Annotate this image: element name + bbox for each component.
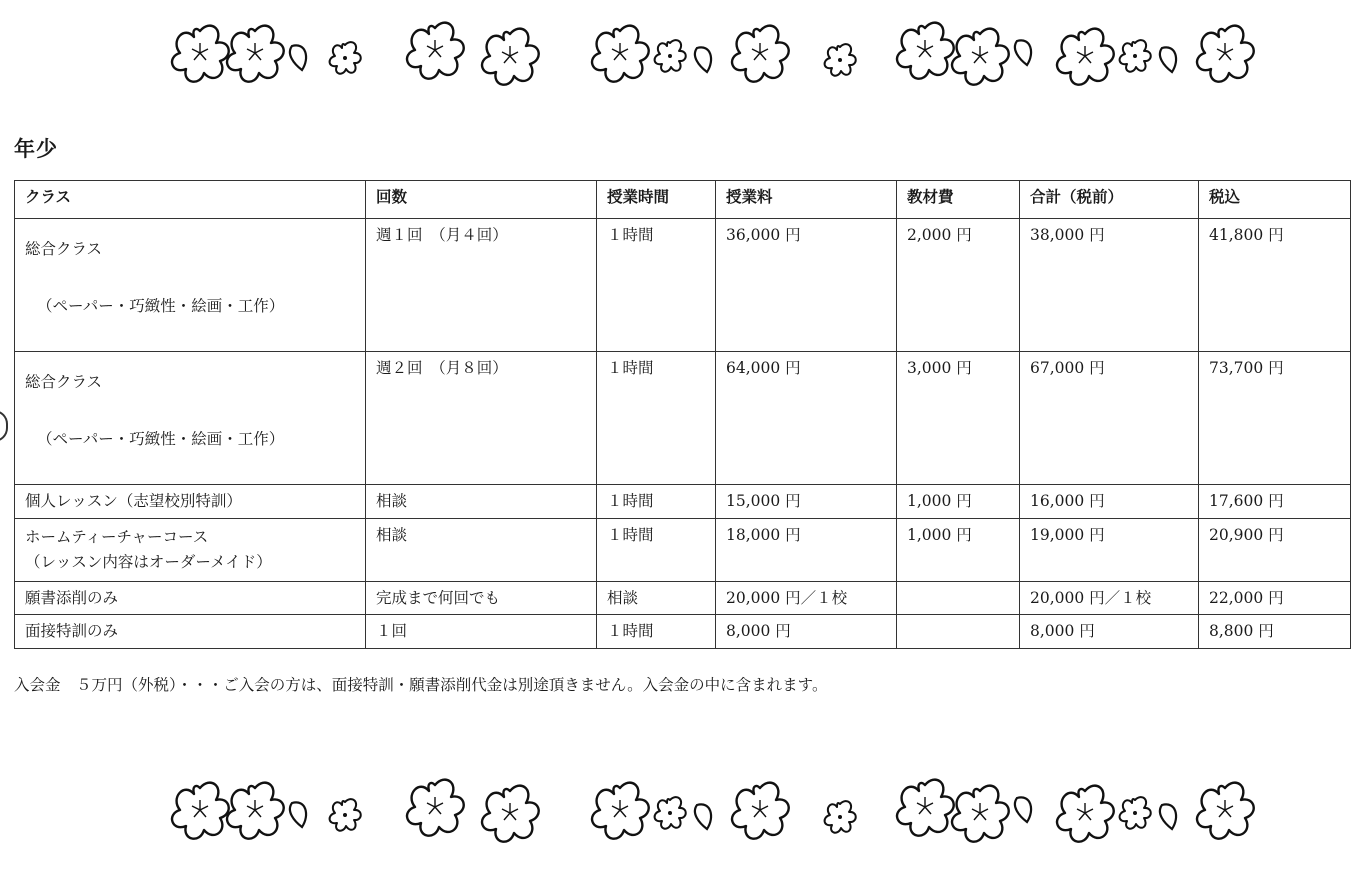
cell-time: １時間 [597,485,716,519]
table-row [15,219,1351,352]
cell-time: １時間 [597,352,716,485]
header-fee: 授業料 [716,181,897,219]
cell-time: １時間 [597,518,716,581]
class-name: 総合クラス [25,373,103,391]
flower-border-bottom [150,765,1265,855]
cell-class [15,352,366,485]
cell-tax: 22,000 円 [1199,581,1351,615]
header-class: クラス [15,181,366,219]
cell-class [15,518,366,581]
header-time: 授業時間 [597,181,716,219]
cell-count: １回 [366,615,597,649]
cell-total: 20,000 円／１校 [1020,581,1199,615]
cell-count: 週２回 （月８回） [366,352,597,485]
table-row [15,352,1351,485]
cell-material: 1,000 円 [897,485,1020,519]
cell-count: 相談 [366,518,597,581]
class-sub: （レッスン内容はオーダーメイド） [25,552,272,571]
cell-material [897,581,1020,615]
header-material: 教材費 [897,181,1020,219]
section-title: 年少 [14,136,58,161]
pricing-table [14,180,1351,649]
cell-total: 19,000 円 [1020,518,1199,581]
cell-material: 1,000 円 [897,518,1020,581]
header-total: 合計（税前） [1020,181,1199,219]
cell-total: 16,000 円 [1020,485,1199,519]
flower-border-icon [150,765,1265,855]
table-row [15,485,1351,519]
class-sub: （ペーパー・巧緻性・絵画・工作） [37,429,285,448]
cell-tax: 73,700 円 [1199,352,1351,485]
cell-tax: 41,800 円 [1199,219,1351,352]
flower-border-top [150,8,1265,98]
table-row [15,518,1351,581]
cell-tax: 17,600 円 [1199,485,1351,519]
cell-total: 67,000 円 [1020,352,1199,485]
cell-material: 3,000 円 [897,352,1020,485]
class-name: ホームティーチャーコース [25,527,209,546]
cell-time: １時間 [597,219,716,352]
flower-border-icon [150,8,1265,98]
table-row [15,581,1351,615]
table-header-row [15,181,1351,219]
cell-material [897,615,1020,649]
cell-class [15,219,366,352]
class-name: 総合クラス [25,240,103,258]
cell-total: 8,000 円 [1020,615,1199,649]
cell-fee: 36,000 円 [716,219,897,352]
header-tax: 税込 [1199,181,1351,219]
cell-count: 相談 [366,485,597,519]
cell-fee: 20,000 円／１校 [716,581,897,615]
cell-count: 完成まで何回でも [366,581,597,615]
class-sub: （ペーパー・巧緻性・絵画・工作） [37,296,285,315]
cell-fee: 8,000 円 [716,615,897,649]
cell-fee: 18,000 円 [716,518,897,581]
header-count: 回数 [366,181,597,219]
page-edge-mark [0,410,8,442]
cell-time: 相談 [597,581,716,615]
cell-class: 面接特訓のみ [15,615,366,649]
cell-count: 週１回 （月４回） [366,219,597,352]
cell-fee: 64,000 円 [716,352,897,485]
footnote-entrance-fee: 入会金 ５万円（外税）・・・ご入会の方は、面接特訓・願書添削代金は別途頂きません。入会金の中に含まれます。 [14,676,828,694]
cell-material: 2,000 円 [897,219,1020,352]
cell-time: １時間 [597,615,716,649]
cell-class: 個人レッスン（志望校別特訓） [15,485,366,519]
cell-total: 38,000 円 [1020,219,1199,352]
cell-tax: 8,800 円 [1199,615,1351,649]
cell-tax: 20,900 円 [1199,518,1351,581]
cell-fee: 15,000 円 [716,485,897,519]
cell-class: 願書添削のみ [15,581,366,615]
table-row [15,615,1351,649]
